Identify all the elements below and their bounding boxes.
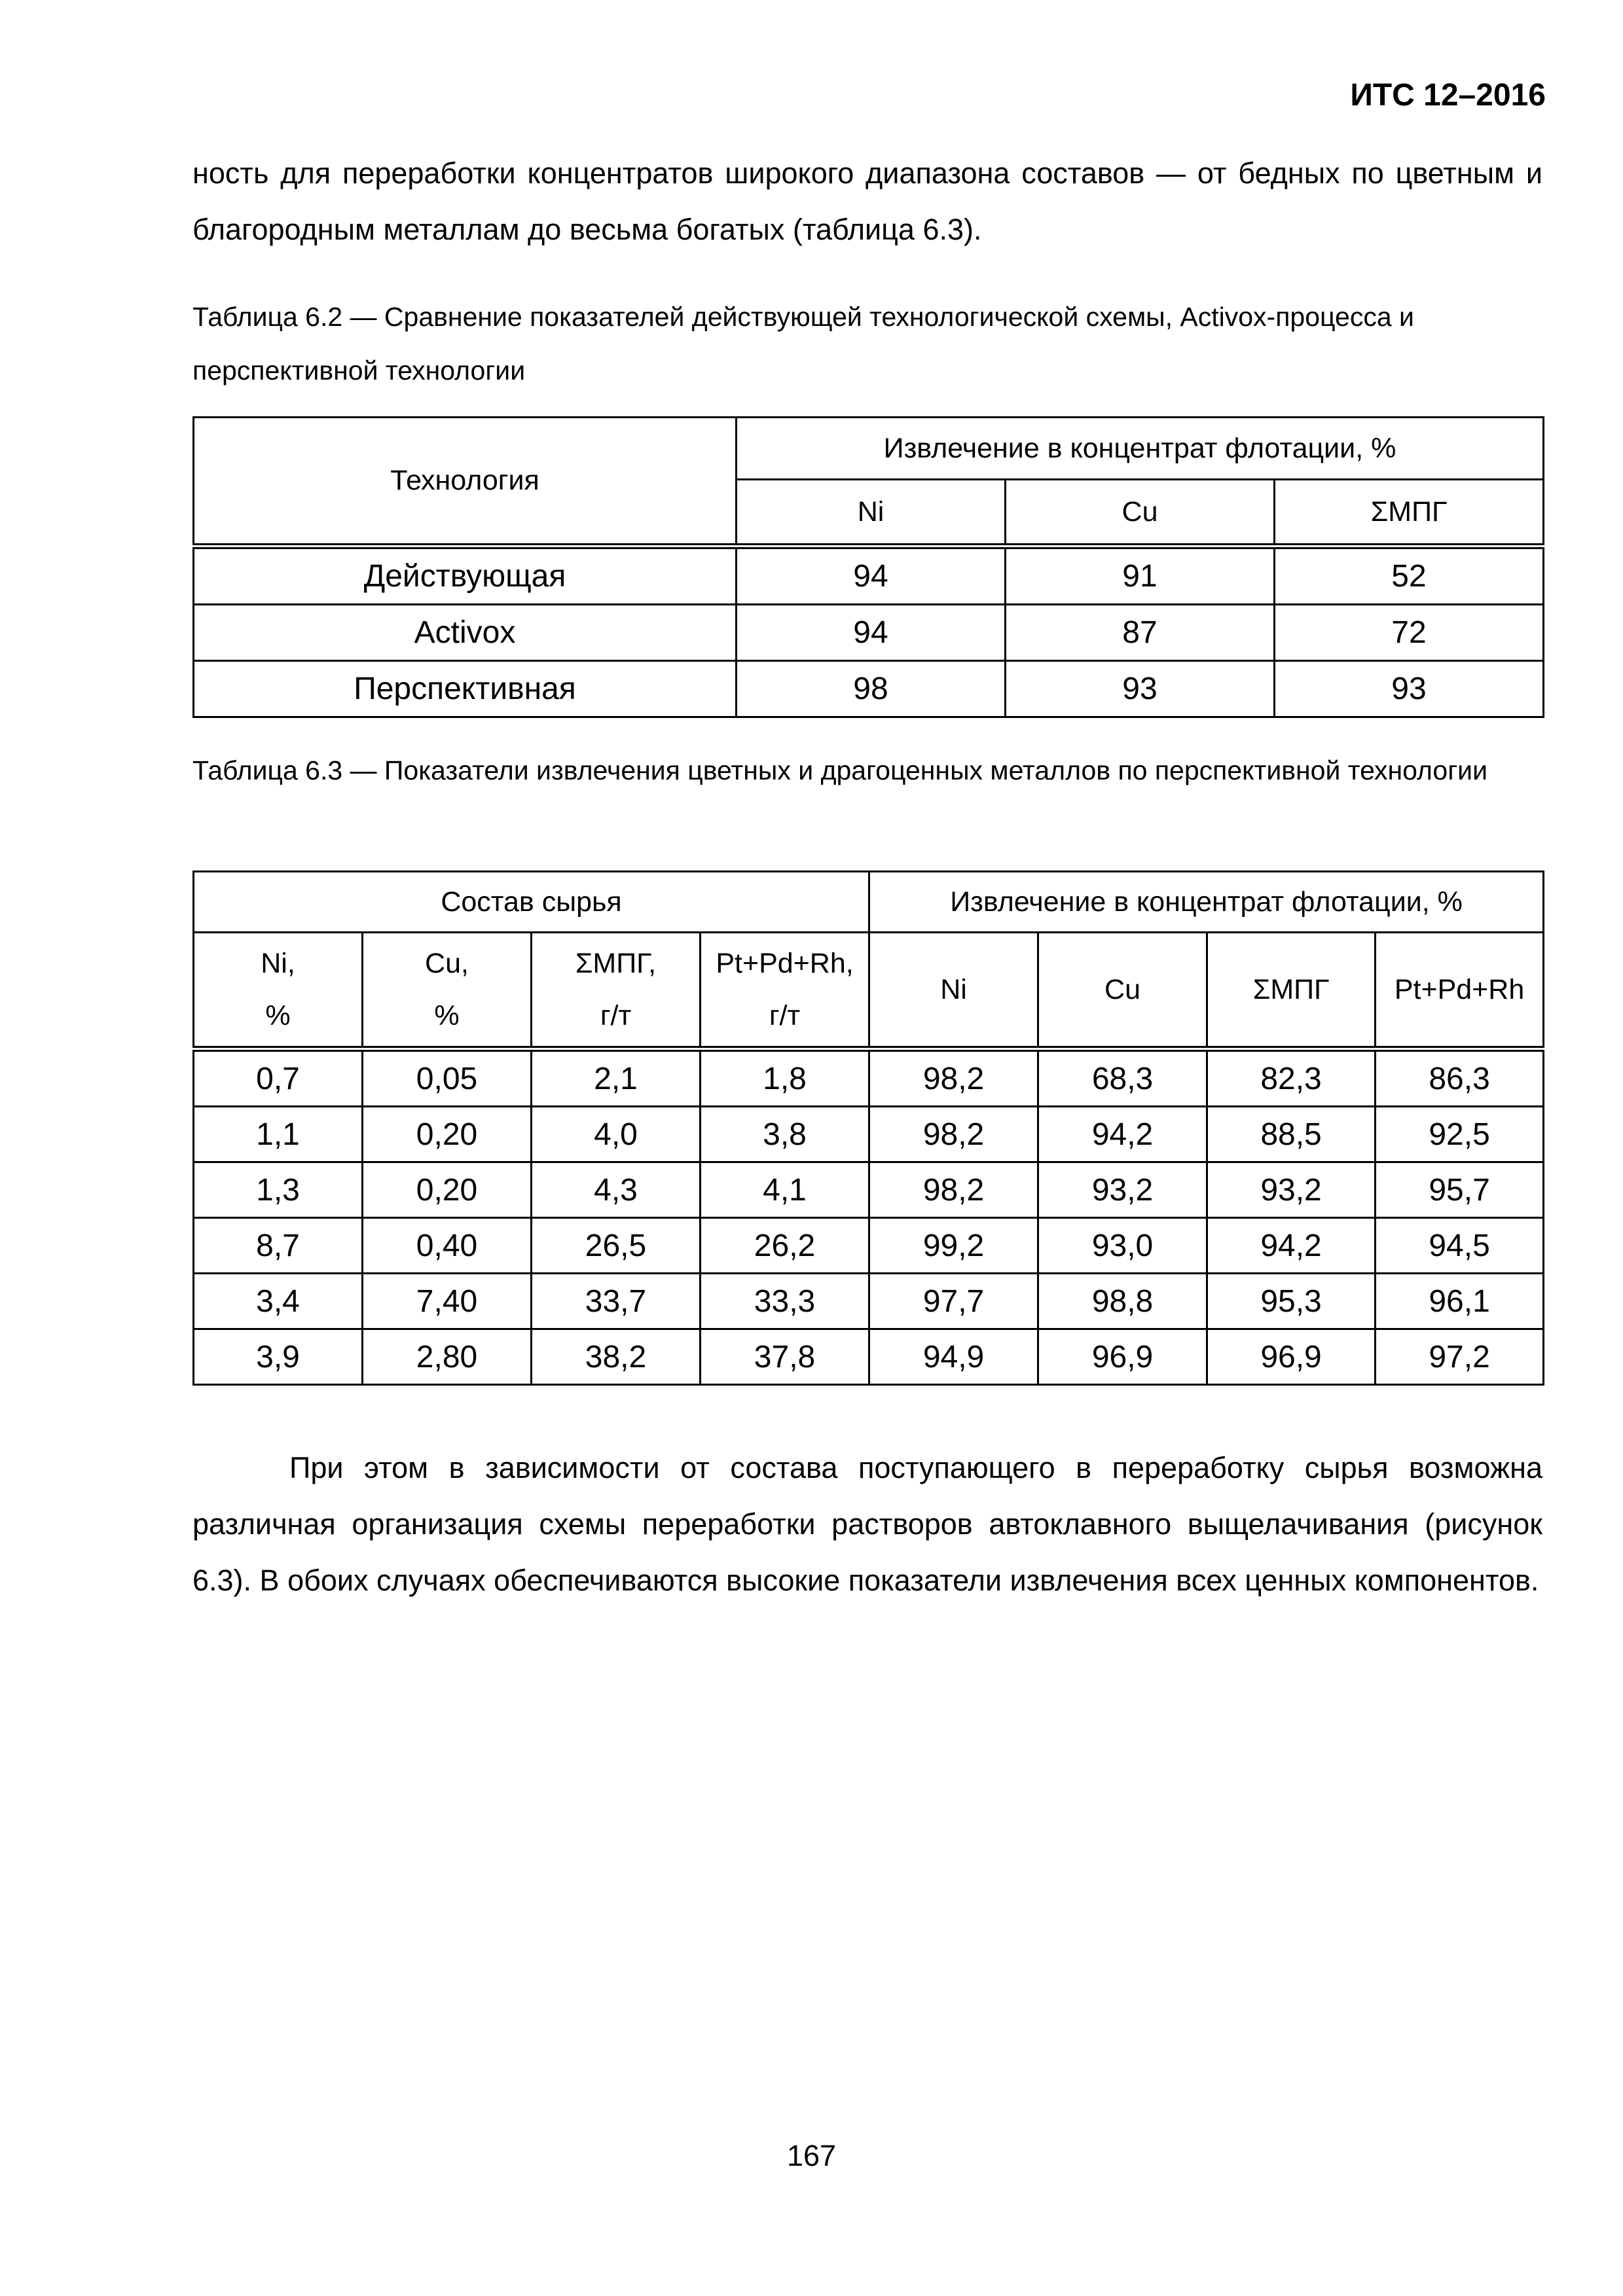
cell-value: 95,3	[1207, 1274, 1376, 1329]
table-row	[194, 1162, 1544, 1218]
header-sum-mpg: ΣМПГ	[1275, 480, 1544, 547]
cell-value: 38,2	[532, 1329, 701, 1385]
cell-value: 94,2	[1207, 1218, 1376, 1274]
cell-value: 0,20	[363, 1107, 532, 1162]
cell-value: 97,7	[869, 1274, 1038, 1329]
cell-value: 93,2	[1207, 1162, 1376, 1218]
table-row	[194, 661, 1544, 717]
header-raw-cu: Cu, %	[363, 933, 532, 1049]
cell-value: 3,9	[194, 1329, 363, 1385]
cell-value: 2,1	[532, 1049, 701, 1107]
header-ni: Ni	[737, 480, 1006, 547]
cell-value: 8,7	[194, 1218, 363, 1274]
cell-value: 82,3	[1207, 1049, 1376, 1107]
cell-value: 95,7	[1376, 1162, 1544, 1218]
header-rec-cu: Cu	[1038, 933, 1207, 1049]
table-row	[194, 605, 1544, 661]
cell-value: 52	[1275, 547, 1544, 605]
table-row	[194, 1107, 1544, 1162]
cell-technology: Перспективная	[194, 661, 737, 717]
cell-value: 98,2	[869, 1107, 1038, 1162]
cell-value: 93	[1006, 661, 1275, 717]
cell-value: 0,05	[363, 1049, 532, 1107]
cell-value: 96,9	[1038, 1329, 1207, 1385]
page-number: 167	[786, 2139, 837, 2172]
document-code: ИТС 12–2016	[1350, 78, 1546, 113]
cell-value: 94,2	[1038, 1107, 1207, 1162]
cell-value: 68,3	[1038, 1049, 1207, 1107]
cell-value: 0,20	[363, 1162, 532, 1218]
cell-value: 94	[737, 547, 1006, 605]
header-technology: Технология	[194, 418, 737, 547]
cell-value: 1,1	[194, 1107, 363, 1162]
cell-value: 94	[737, 605, 1006, 661]
table-row	[194, 1274, 1544, 1329]
header-recovery-group: Извлечение в концентрат флотации, %	[869, 872, 1544, 933]
cell-value: 3,8	[701, 1107, 869, 1162]
header-rec-sum-mpg: ΣМПГ	[1207, 933, 1376, 1049]
header-raw-ni: Ni, %	[194, 933, 363, 1049]
cell-value: 93,0	[1038, 1218, 1207, 1274]
table-6-3	[192, 870, 1544, 1386]
cell-value: 4,3	[532, 1162, 701, 1218]
cell-value: 2,80	[363, 1329, 532, 1385]
cell-value: 26,5	[532, 1218, 701, 1274]
table-row	[194, 1049, 1544, 1107]
cell-value: 0,7	[194, 1049, 363, 1107]
cell-value: 94,5	[1376, 1218, 1544, 1274]
cell-value: 4,0	[532, 1107, 701, 1162]
cell-value: 3,4	[194, 1274, 363, 1329]
cell-technology: Activox	[194, 605, 737, 661]
cell-value: 91	[1006, 547, 1275, 605]
cell-value: 86,3	[1376, 1049, 1544, 1107]
cell-value: 7,40	[363, 1274, 532, 1329]
cell-value: 98	[737, 661, 1006, 717]
cell-value: 0,40	[363, 1218, 532, 1274]
table-6-2-caption: Таблица 6.2 — Сравнение показателей действующей технологической схемы, Activox-процесса и перспективной технологии	[192, 302, 1414, 386]
table-6-2	[192, 416, 1544, 718]
cell-value: 92,5	[1376, 1107, 1544, 1162]
cell-value: 87	[1006, 605, 1275, 661]
table-row	[194, 1329, 1544, 1385]
cell-value: 33,7	[532, 1274, 701, 1329]
header-rec-ni: Ni	[869, 933, 1038, 1049]
header-rec-pt-pd-rh: Pt+Pd+Rh	[1376, 933, 1544, 1049]
cell-value: 93	[1275, 661, 1544, 717]
header-raw-sum-mpg: ΣМПГ, г/т	[532, 933, 701, 1049]
header-raw-composition: Состав сырья	[194, 872, 869, 933]
cell-technology: Действующая	[194, 547, 737, 605]
header-raw-pt-pd-rh: Pt+Pd+Rh, г/т	[701, 933, 869, 1049]
cell-value: 1,8	[701, 1049, 869, 1107]
header-cu: Cu	[1006, 480, 1275, 547]
cell-value: 37,8	[701, 1329, 869, 1385]
cell-value: 1,3	[194, 1162, 363, 1218]
cell-value: 4,1	[701, 1162, 869, 1218]
table-row	[194, 1218, 1544, 1274]
table-6-3-caption: Таблица 6.3 — Показатели извлечения цветных и драгоценных металлов по перспективной технологии	[192, 755, 1487, 785]
cell-value: 94,9	[869, 1329, 1038, 1385]
header-recovery-group: Извлечение в концентрат флотации, %	[737, 418, 1544, 480]
intro-paragraph: ность для переработки концентратов широкого диапазона составов — от бедных по цветным и благородным металлам до весьма богатых (таблица 6.3).	[192, 156, 1542, 246]
cell-value: 98,8	[1038, 1274, 1207, 1329]
table-row	[194, 547, 1544, 605]
cell-value: 72	[1275, 605, 1544, 661]
cell-value: 93,2	[1038, 1162, 1207, 1218]
cell-value: 26,2	[701, 1218, 869, 1274]
cell-value: 98,2	[869, 1162, 1038, 1218]
cell-value: 96,1	[1376, 1274, 1544, 1329]
cell-value: 98,2	[869, 1049, 1038, 1107]
closing-paragraph: При этом в зависимости от состава поступающего в переработку сырья возможна различная организация схемы переработки растворов автоклавного выщелачивания (рисунок 6.3). В обоих случаях обеспечиваются высокие показатели извлечения всех ценных компонентов.	[192, 1451, 1542, 1597]
cell-value: 88,5	[1207, 1107, 1376, 1162]
cell-value: 97,2	[1376, 1329, 1544, 1385]
cell-value: 33,3	[701, 1274, 869, 1329]
cell-value: 96,9	[1207, 1329, 1376, 1385]
cell-value: 99,2	[869, 1218, 1038, 1274]
